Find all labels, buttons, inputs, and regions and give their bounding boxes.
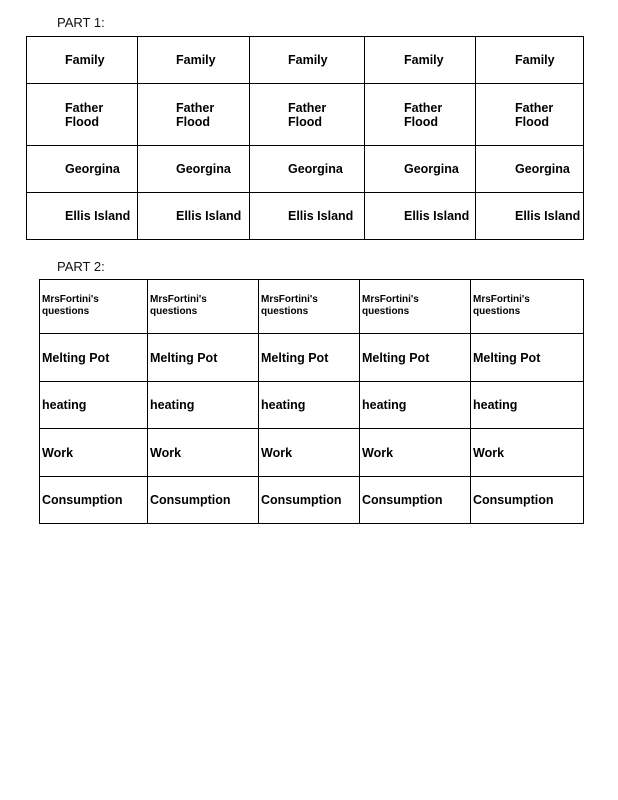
table-cell <box>360 334 471 382</box>
table-cell <box>138 37 250 84</box>
table-header-cell <box>148 280 259 334</box>
cell-text: Father Flood <box>288 100 327 129</box>
table-cell <box>360 477 471 524</box>
cell-text: heating <box>150 398 195 412</box>
cell-text: Family <box>176 53 216 67</box>
part2-row-consumption <box>40 477 584 524</box>
table-cell <box>365 84 476 146</box>
part2-row-work <box>40 429 584 477</box>
table-cell <box>40 334 148 382</box>
table-cell <box>27 84 138 146</box>
cell-text: Father Flood <box>176 100 215 129</box>
table-cell <box>148 334 259 382</box>
table-cell <box>148 382 259 429</box>
table-cell <box>250 84 365 146</box>
table-cell <box>471 429 584 477</box>
table-cell <box>471 477 584 524</box>
cell-text: Family <box>515 53 555 67</box>
table-cell <box>476 37 584 84</box>
cell-text: Melting Pot <box>150 350 218 365</box>
table-cell <box>138 193 250 240</box>
cell-text: Work <box>42 445 74 460</box>
cell-text: Work <box>261 445 293 460</box>
cell-text: Consumption <box>473 493 554 507</box>
cell-text: Melting Pot <box>42 350 110 365</box>
part2-row-melting-pot <box>40 334 584 382</box>
part2-row-heating <box>40 382 584 429</box>
header-text: MrsFortini's questions <box>42 294 99 317</box>
table-cell <box>40 382 148 429</box>
header-text: MrsFortini's questions <box>362 294 419 317</box>
table-cell <box>476 84 584 146</box>
table-header-cell <box>471 280 584 334</box>
table-cell <box>250 146 365 193</box>
cell-text: Father Flood <box>65 100 104 129</box>
table-header-cell <box>360 280 471 334</box>
table-cell <box>148 429 259 477</box>
cell-text: Consumption <box>42 493 123 507</box>
cell-text: Work <box>473 445 505 460</box>
table-cell <box>259 429 360 477</box>
table-cell <box>148 477 259 524</box>
table-cell <box>259 382 360 429</box>
table-cell <box>471 334 584 382</box>
cell-text: Work <box>150 445 182 460</box>
cell-text: Father Flood <box>515 100 554 129</box>
table-cell <box>138 84 250 146</box>
table-cell <box>476 193 584 240</box>
table-cell <box>360 382 471 429</box>
table-cell <box>250 193 365 240</box>
part1-row-father-flood <box>27 84 584 146</box>
cell-text: Georgina <box>176 162 231 176</box>
part1-row-ellis-island <box>27 193 584 240</box>
cell-text: Family <box>288 53 328 67</box>
cell-text: Family <box>65 53 105 67</box>
cell-text: Consumption <box>150 493 231 507</box>
cell-text: Consumption <box>261 493 342 507</box>
cell-text: heating <box>261 398 306 412</box>
cell-text: Father Flood <box>404 100 443 129</box>
cell-text: Ellis Island <box>65 209 131 223</box>
table-cell <box>360 429 471 477</box>
table-cell <box>365 37 476 84</box>
cell-text: Georgina <box>288 162 343 176</box>
cell-text: Consumption <box>362 493 443 507</box>
cell-text: heating <box>362 398 407 412</box>
table-cell <box>476 146 584 193</box>
table-cell <box>365 146 476 193</box>
table-cell <box>40 477 148 524</box>
cell-text: Work <box>362 445 394 460</box>
part2-table <box>39 279 584 524</box>
cell-text: Family <box>404 53 444 67</box>
table-cell <box>40 429 148 477</box>
part1-row-family <box>27 37 584 84</box>
table-cell <box>138 146 250 193</box>
table-cell <box>27 193 138 240</box>
cell-text: Ellis Island <box>515 209 581 223</box>
table-header-cell <box>40 280 148 334</box>
cell-text: heating <box>42 398 87 412</box>
table-cell <box>259 334 360 382</box>
cell-text: Ellis Island <box>176 209 242 223</box>
cell-text: Melting Pot <box>473 350 541 365</box>
cell-text: Georgina <box>404 162 459 176</box>
table-cell <box>365 193 476 240</box>
part1-table <box>26 36 584 240</box>
part2-header-row <box>40 280 584 334</box>
cell-text: heating <box>473 398 518 412</box>
header-text: MrsFortini's questions <box>473 294 530 317</box>
cell-text: Georgina <box>65 162 120 176</box>
table-cell <box>259 477 360 524</box>
cell-text: Ellis Island <box>404 209 470 223</box>
table-header-cell <box>259 280 360 334</box>
table-cell <box>27 37 138 84</box>
table-cell <box>27 146 138 193</box>
table-cell <box>250 37 365 84</box>
cell-text: Ellis Island <box>288 209 354 223</box>
table-cell <box>471 382 584 429</box>
header-text: MrsFortini's questions <box>261 294 318 317</box>
cell-text: Melting Pot <box>362 350 430 365</box>
part2-label: PART 2: <box>57 259 105 274</box>
part1-row-georgina <box>27 146 584 193</box>
cell-text: Melting Pot <box>261 350 329 365</box>
part1-label: PART 1: <box>57 15 105 30</box>
cell-text: Georgina <box>515 162 570 176</box>
header-text: MrsFortini's questions <box>150 294 207 317</box>
